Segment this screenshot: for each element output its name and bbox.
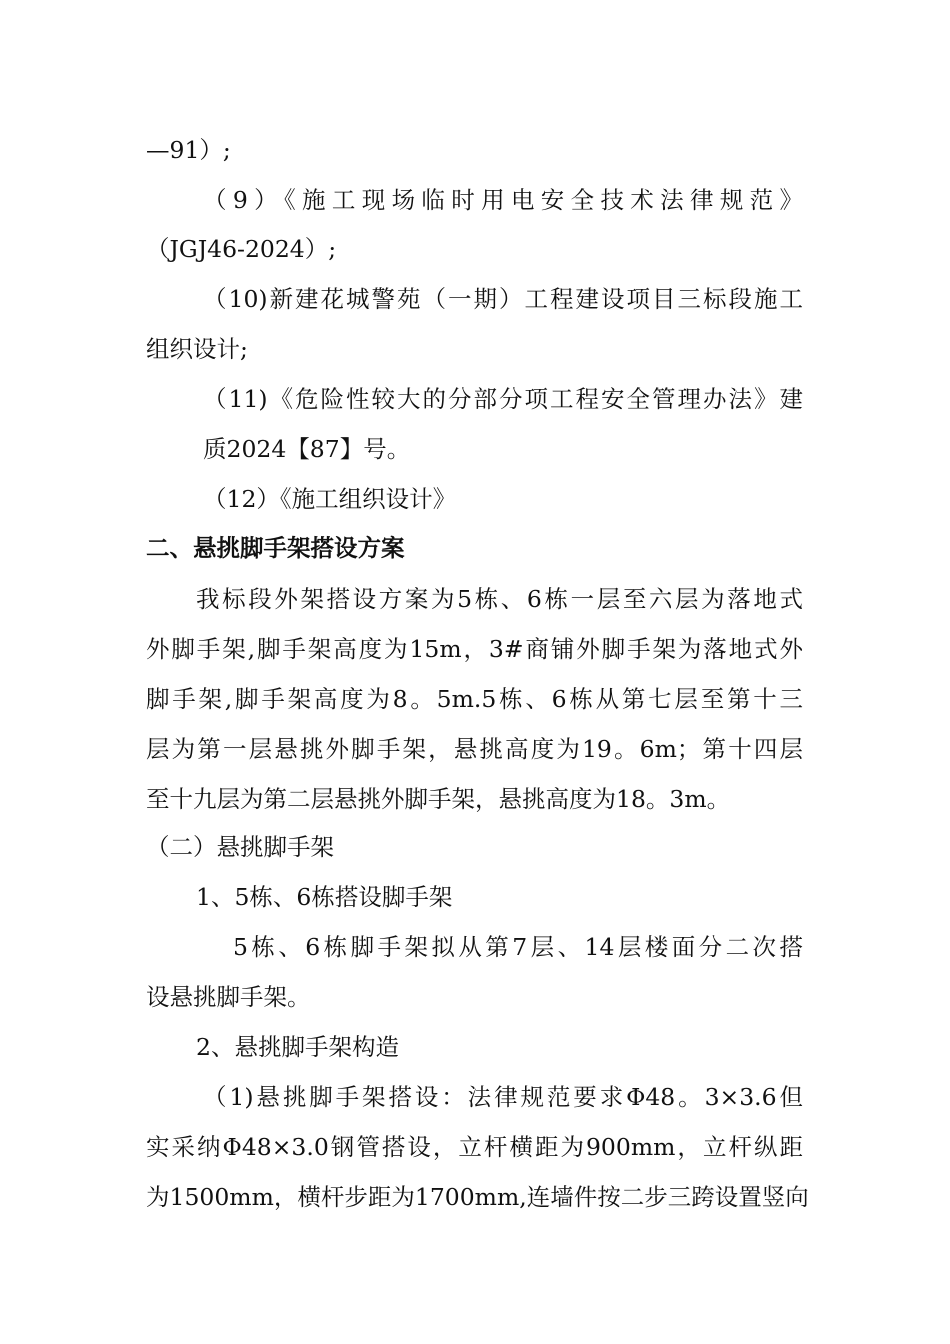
text-line: 设悬挑脚手架。 bbox=[146, 983, 311, 1011]
text-line: 实采纳Φ48×3.0钢管搭设，立杆横距为900mm，立杆纵距 bbox=[146, 1133, 803, 1161]
text-line: 质2024【87】号。 bbox=[203, 435, 411, 463]
text-line: （9）《施工现场临时用电安全技术法律规范》 bbox=[203, 186, 803, 214]
text-line: 外脚手架,脚手架高度为15m，3#商铺外脚手架为落地式外 bbox=[146, 635, 803, 663]
text-line: 为1500mm，横杆步距为1700mm,连墙件按二步三跨设置竖向 bbox=[146, 1183, 809, 1211]
text-line: 我标段外架搭设方案为5栋、6栋一层至六层为落地式 bbox=[196, 585, 803, 613]
text-line: （11)《危险性较大的分部分项工程安全管理办法》建 bbox=[203, 385, 803, 413]
section-heading: 二、悬挑脚手架搭设方案 bbox=[146, 534, 405, 562]
text-line: 1、5栋、6栋搭设脚手架 bbox=[196, 883, 453, 911]
text-line: 组织设计; bbox=[146, 335, 248, 363]
text-line: （12）《施工组织设计》 bbox=[203, 485, 457, 513]
text-line: （1)悬挑脚手架搭设：法律规范要求Φ48。3×3.6但 bbox=[203, 1083, 803, 1111]
text-line: 层为第一层悬挑外脚手架，悬挑高度为19。6m；第十四层 bbox=[146, 735, 803, 763]
text-line: 2、悬挑脚手架构造 bbox=[196, 1033, 399, 1061]
text-line: （10)新建花城警苑（一期）工程建设项目三标段施工 bbox=[203, 285, 803, 313]
text-line: （JGJ46-2024）; bbox=[146, 235, 337, 263]
text-line: 脚手架,脚手架高度为8。5m.5栋、6栋从第七层至第十三 bbox=[146, 685, 803, 713]
subsection-heading: （二）悬挑脚手架 bbox=[146, 833, 334, 861]
text-line: —91）; bbox=[146, 136, 231, 164]
text-line: 5栋、6栋脚手架拟从第7层、14层楼面分二次搭 bbox=[233, 933, 803, 961]
text-line: 至十九层为第二层悬挑外脚手架，悬挑高度为18。3m。 bbox=[146, 785, 731, 813]
